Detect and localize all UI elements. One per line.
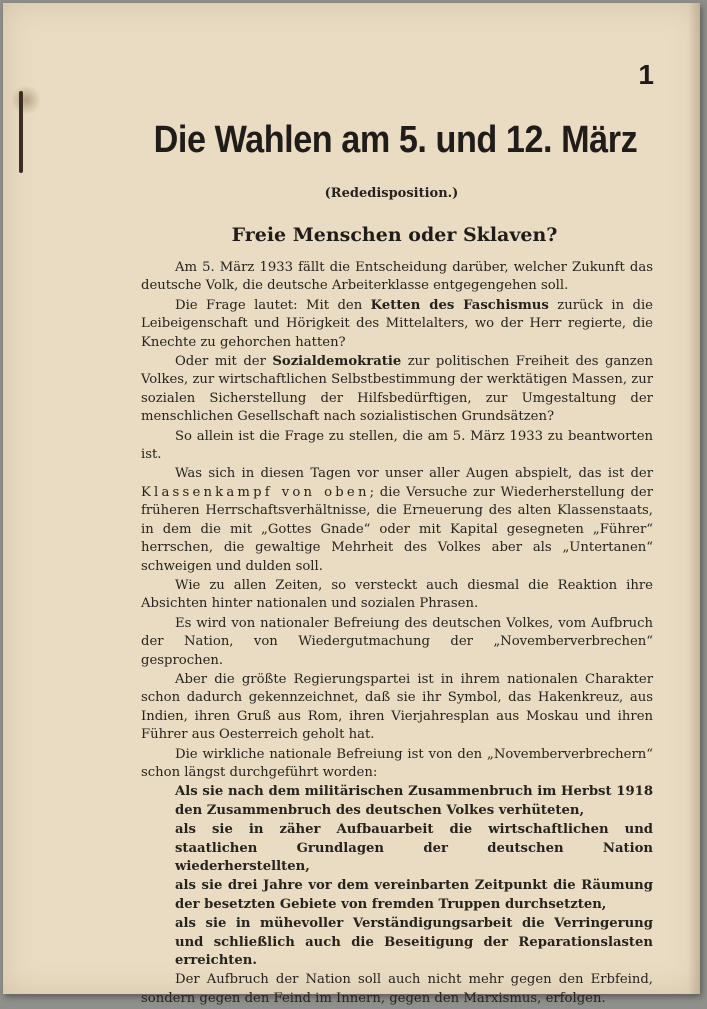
bold-point-4: als sie in mühevoller Verständigungsarbeit die Verringerung und schließlich auch die Beseitigung der Reparationslasten erreichten. <box>175 916 653 969</box>
paragraph-5-text-c: ; die Versuche zur Wiederherstellung der früheren Herrschaftsverhältnisse, die Erneuerung des alten Klassenstaats, in dem die mit „Gottes Gnade“ oder mit Kapital gesegneten „Führer“ herrschen, die gewaltige Mehrheit des Volkes aber als „Untertanen“ schweigen und dulden soll. <box>141 484 653 574</box>
document-page <box>3 3 700 1006</box>
paragraph-3 <box>141 353 653 427</box>
paragraph-9: Die wirkliche nationale Befreiung ist von den „Novemberverbrechern“ schon längst durchgeführt worden: <box>141 746 653 780</box>
section-heading: Freie Menschen oder Sklaven? <box>231 224 558 246</box>
paragraph-8: Aber die größte Regierungspartei ist in ihrem nationalen Charakter schon dadurch gekennzeichnet, daß sie ihr Symbol, das Hakenkreuz, aus Indien, ihren Gruß aus Rom, ihren Vierjahresplan aus Moskau und ihren Führer aus Oesterreich geholt hat. <box>141 671 653 743</box>
paragraph-1: Am 5. März 1933 fällt die Entscheidung darüber, welcher Zukunft das deutsche Volk, die deutsche Arbeiterklasse entgegengehen soll. <box>141 260 653 294</box>
page-subtitle: (Rededisposition.) <box>324 186 459 201</box>
paragraph-2-text-c: zurück in die Leibeigenschaft und Hörigkeit des Mittelalters, wo der Herr regierte, die Knechte zu gehorchen hatten? <box>141 297 653 350</box>
paragraph-10: Der Aufbruch der Nation soll auch nicht mehr gegen den Erbfeind, sondern gegen den Feind im Innern, gegen den Marxismus, erfolgen. <box>141 972 653 1006</box>
bold-point-1: Als sie nach dem militärischen Zusammenbruch im Herbst 1918 den Zusammenbruch des deutschen Volkes verhüteten, <box>175 784 653 818</box>
paragraph-3-text-a: Oder mit der <box>175 354 273 370</box>
paragraph-4: So allein ist die Frage zu stellen, die am 5. März 1933 zu beantworten ist. <box>141 428 653 463</box>
paragraph-6: Wie zu allen Zeiten, so versteckt auch diesmal die Reaktion ihre Absichten hinter nationalen und sozialen Phrasen. <box>141 577 653 612</box>
page-number: 1 <box>638 59 654 90</box>
staple-rust-mark <box>11 85 41 115</box>
staple-icon <box>19 91 23 173</box>
paragraph-7: Es wird von nationaler Befreiung des deutschen Volkes, vom Aufbruch der Nation, von Wiedergutmachung der „Novemberverbrechen“ gesprochen. <box>141 615 653 668</box>
paragraph-2-text-a: Die Frage lautet: Mit den <box>175 297 371 313</box>
paragraph-3-emphasis: Sozialdemokratie <box>272 354 402 370</box>
page-edge-shadow <box>688 3 700 994</box>
body-text <box>141 259 653 1009</box>
page-title: Die Wahlen am 5. und 12. März <box>153 119 638 161</box>
paragraph-5-spaced-emphasis: Klassenkampf von oben <box>141 484 370 500</box>
bold-point-3: als sie drei Jahre vor dem vereinbarten Zeitpunkt die Räumung der besetzten Gebiete von fremden Truppen durchsetzten, <box>175 878 653 912</box>
paragraph-5-text-a: Was sich in diesen Tagen vor unser aller Augen abspielt, das ist der <box>175 466 653 482</box>
paragraph-2 <box>141 297 653 352</box>
paragraph-2-emphasis: Ketten des Faschismus <box>370 297 549 313</box>
bold-point-2: als sie in zäher Aufbauarbeit die wirtschaftlichen und staatlichen Grundlagen der deutschen Nation wiederherstellten, <box>175 822 653 874</box>
paragraph-3-text-c: zur politischen Freiheit des ganzen Volkes, zur wirtschaftlichen Selbstbestimmung der werktätigen Massen, zur sozialen Sicherstellung der Hilfsbedürftigen, zur Umgestaltung der menschlichen Gesellschaft nach sozialistischen Grundsätzen? <box>141 354 653 425</box>
paragraph-5 <box>141 465 653 575</box>
